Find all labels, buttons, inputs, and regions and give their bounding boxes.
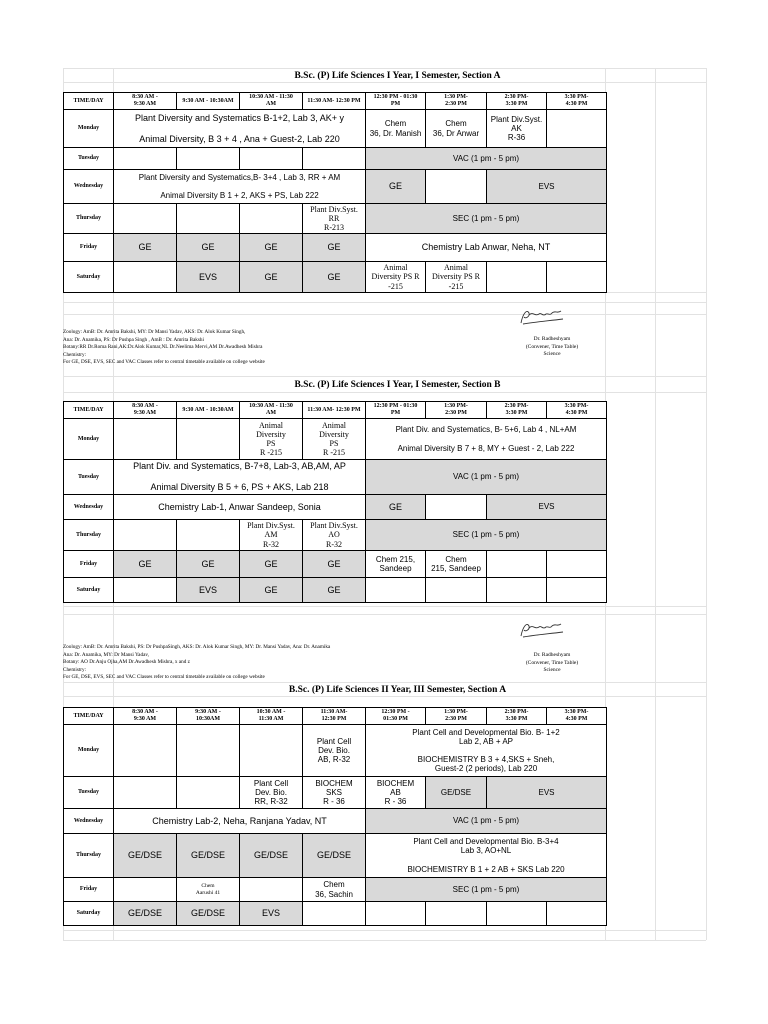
day-label: Saturday <box>64 262 114 293</box>
lab-cell: Plant Div. and Systematics, B-7+8, Lab-3, AB,AM, AP Animal Diversity B 5 + 6, PS + AKS, Lab 218 <box>114 460 366 495</box>
row-saturday <box>64 578 607 603</box>
header-cell: TIME/DAY <box>64 402 114 419</box>
header-cell: 8:30 AM - 9:30 AM <box>114 402 177 419</box>
ge-dse-cell: GE/DSE <box>426 777 487 809</box>
empty-cell <box>177 419 240 460</box>
day-label: Tuesday <box>64 148 114 170</box>
class-cell: Plant Div.Syst. AO R-32 <box>303 520 366 551</box>
ge-cell: GE <box>177 234 240 262</box>
row-tuesday <box>64 460 607 495</box>
class-cell: Chem 215, Sandeep <box>426 551 487 578</box>
empty-cell <box>114 204 177 234</box>
empty-cell <box>114 148 177 170</box>
row-wednesday <box>64 495 607 520</box>
lab-cell: Plant Cell and Developmental Bio. B-3+4 Lab 3, AO+NL BIOCHEMISTRY B 1 + 2 AB + SKS Lab 220 <box>366 834 607 878</box>
empty-cell <box>177 725 240 777</box>
class-cell: Animal Diversity PS R -215 <box>240 419 303 460</box>
class-cell: Chem 215, Sandeep <box>366 551 426 578</box>
header-cell: 11:30 AM- 12:30 PM <box>303 402 366 419</box>
lab-cell: Plant Div. and Systematics, B- 5+6, Lab 4 , NL+AM Animal Diversity B 7 + 8, MY + Guest - 2, Lab 222 <box>366 419 607 460</box>
class-cell: BIOCHEM AB R - 36 <box>366 777 426 809</box>
day-label: Thursday <box>64 204 114 234</box>
ge-cell: GE <box>177 551 240 578</box>
class-cell: Plant Div.Syst. AM R-32 <box>240 520 303 551</box>
signature-mark <box>517 618 567 640</box>
empty-cell <box>303 148 366 170</box>
day-label: Friday <box>64 878 114 902</box>
empty-cell <box>547 110 607 148</box>
day-label: Wednesday <box>64 495 114 520</box>
header-row <box>64 708 607 725</box>
evs-cell: EVS <box>487 495 607 520</box>
empty-cell <box>547 262 607 293</box>
sec-cell: SEC (1 pm - 5 pm) <box>366 520 607 551</box>
vac-cell: VAC (1 pm - 5 pm) <box>366 809 607 834</box>
header-cell: 11:30 AM- 12:30 PM <box>303 93 366 110</box>
header-cell: 9:30 AM - 10:30AM <box>177 402 240 419</box>
empty-cell <box>487 902 547 926</box>
ge-dse-cell: GE/DSE <box>177 902 240 926</box>
faculty-notes: Zoology: AmB: Dr. Amrita Bakshi, MY: Dr Mansi Yadav, AKS: Dr. Alok Kumar Singh, Ana: Dr. Anamika, PS: Dr Pushpa Singh , AmB : Dr. Amrita Bakshi Botany:RR Dr.Roma Rani,AK:Dr.Alok Kumar,NL Dr.Neelima Mervi,AM Dr.Awadhesh Mishra Chemistry: For GE, DSE, EVS, SEC and VAC Classes refer to central timetable available on college website <box>63 329 265 366</box>
lab-cell: Chemistry Lab-2, Neha, Ranjana Yadav, NT <box>114 809 366 834</box>
empty-cell <box>114 520 177 551</box>
evs-cell: EVS <box>177 262 240 293</box>
header-cell: 3:30 PM- 4:30 PM <box>547 402 607 419</box>
signatory-block: Dr. Radheshyam (Convener, Time Table) Science <box>525 652 579 673</box>
empty-cell <box>366 578 426 603</box>
day-label: Friday <box>64 234 114 262</box>
row-monday <box>64 110 607 148</box>
ge-dse-cell: GE/DSE <box>114 834 177 878</box>
row-thursday <box>64 204 607 234</box>
row-tuesday <box>64 777 607 809</box>
day-label: Monday <box>64 110 114 148</box>
row-tuesday <box>64 148 607 170</box>
sec-cell: SEC (1 pm - 5 pm) <box>366 204 607 234</box>
timetable-section-a <box>63 92 607 293</box>
day-label: Thursday <box>64 834 114 878</box>
ge-cell: GE <box>303 234 366 262</box>
header-cell: 10:30 AM - 11:30 AM <box>240 708 303 725</box>
ge-cell: GE <box>303 262 366 293</box>
empty-cell <box>240 204 303 234</box>
empty-cell <box>426 170 487 204</box>
empty-cell <box>547 578 607 603</box>
header-cell: 2:30 PM- 3:30 PM <box>487 93 547 110</box>
class-cell: Plant Div.Syst. RR R-213 <box>303 204 366 234</box>
row-wednesday <box>64 170 607 204</box>
header-row <box>64 93 607 110</box>
sec-cell: SEC (1 pm - 5 pm) <box>366 878 607 902</box>
ge-dse-cell: GE/DSE <box>114 902 177 926</box>
day-label: Saturday <box>64 902 114 926</box>
empty-cell <box>177 520 240 551</box>
row-thursday <box>64 520 607 551</box>
empty-cell <box>487 578 547 603</box>
class-cell: Animal Diversity PS R -215 <box>366 262 426 293</box>
day-label: Friday <box>64 551 114 578</box>
day-label: Wednesday <box>64 809 114 834</box>
empty-cell <box>240 878 303 902</box>
class-cell: Plant Cell Dev. Bio. RR, R-32 <box>240 777 303 809</box>
empty-cell <box>487 262 547 293</box>
evs-cell: EVS <box>177 578 240 603</box>
row-saturday <box>64 902 607 926</box>
empty-cell <box>547 551 607 578</box>
lab-cell: Plant Cell and Developmental Bio. B- 1+2 Lab 2, AB + AP BIOCHEMISTRY B 3 + 4,SKS + Sneh, Guest-2 (2 periods), Lab 220 <box>366 725 607 777</box>
class-cell: Animal Diversity PS R -215 <box>303 419 366 460</box>
header-cell: 2:30 PM- 3:30 PM <box>487 402 547 419</box>
row-friday <box>64 878 607 902</box>
evs-cell: EVS <box>487 777 607 809</box>
faculty-notes: Zoology: AmB: Dr. Amrita Bakshi, PS: Dr PushpaSingh, AKS: Dr. Alok Kumar Singh, MY: Dr. Mansi Yadav, Ana: Dr. Anamika Ana: Dr. Anamika, MY: Dr Mansi Yadav, Botany: AO Dr.Anju Ojha,AM Dr.Awadhesh Mishra, x and z Chemistry: For GE, DSE, EVS, SEC and VAC Classes refer to central timetable available on college website <box>63 644 331 681</box>
day-label: Wednesday <box>64 170 114 204</box>
ge-cell: GE <box>114 551 177 578</box>
ge-cell: GE <box>366 495 426 520</box>
header-cell: 1:30 PM- 2:30 PM <box>426 708 487 725</box>
empty-cell <box>114 419 177 460</box>
ge-cell: GE <box>303 551 366 578</box>
header-cell: 10:30 AM - 11:30 AM <box>240 93 303 110</box>
header-cell: 8:30 AM - 9:30 AM <box>114 708 177 725</box>
lab-cell: Plant Diversity and Systematics B-1+2, Lab 3, AK+ y Animal Diversity, B 3 + 4 , Ana + Guest-2, Lab 220 <box>114 110 366 148</box>
ge-cell: GE <box>303 578 366 603</box>
section-b-title: B.Sc. (P) Life Sciences I Year, I Semester, Section B <box>294 380 501 390</box>
day-label: Saturday <box>64 578 114 603</box>
header-cell: 12:30 PM - 01:30 PM <box>366 402 426 419</box>
signatory-block: Dr. Radheshyam (Convener, Time Table) Science <box>525 336 579 357</box>
row-thursday <box>64 834 607 878</box>
empty-cell <box>114 725 177 777</box>
class-cell: Plant Div.Syst. AK R-36 <box>487 110 547 148</box>
lab-cell: Chemistry Lab-1, Anwar Sandeep, Sonia <box>114 495 366 520</box>
ge-dse-cell: GE/DSE <box>177 834 240 878</box>
class-cell: Chem 36, Dr. Manish <box>366 110 426 148</box>
class-cell: Chem Aarushi 41 <box>177 878 240 902</box>
header-cell: 3:30 PM- 4:30 PM <box>547 93 607 110</box>
signature-mark <box>517 305 567 327</box>
empty-cell <box>177 148 240 170</box>
empty-cell <box>240 148 303 170</box>
day-label: Monday <box>64 725 114 777</box>
lab-cell: Chemistry Lab Anwar, Neha, NT <box>366 234 607 262</box>
ge-cell: GE <box>240 262 303 293</box>
row-friday <box>64 551 607 578</box>
evs-cell: EVS <box>487 170 607 204</box>
empty-cell <box>366 902 426 926</box>
empty-cell <box>177 777 240 809</box>
empty-cell <box>487 551 547 578</box>
day-label: Tuesday <box>64 777 114 809</box>
ge-cell: GE <box>114 234 177 262</box>
day-label: Tuesday <box>64 460 114 495</box>
header-cell: 1:30 PM- 2:30 PM <box>426 402 487 419</box>
ge-cell: GE <box>240 578 303 603</box>
empty-cell <box>240 725 303 777</box>
header-cell: 9:30 AM - 10:30AM <box>177 708 240 725</box>
header-cell: TIME/DAY <box>64 93 114 110</box>
day-label: Monday <box>64 419 114 460</box>
header-cell: 12:30 PM - 01:30 PM <box>366 708 426 725</box>
header-cell: 10:30 AM - 11:30 AM <box>240 402 303 419</box>
lab-cell: Plant Diversity and Systematics,B- 3+4 , Lab 3, RR + AM Animal Diversity B 1 + 2, AKS + PS, Lab 222 <box>114 170 366 204</box>
header-cell: 9:30 AM - 10:30AM <box>177 93 240 110</box>
empty-cell <box>426 578 487 603</box>
class-cell: BIOCHEM SKS R - 36 <box>303 777 366 809</box>
class-cell: Chem 36, Dr Anwar <box>426 110 487 148</box>
timetable-section-b <box>63 401 607 603</box>
empty-cell <box>303 902 366 926</box>
ge-dse-cell: GE/DSE <box>240 834 303 878</box>
header-cell: 1:30 PM- 2:30 PM <box>426 93 487 110</box>
header-cell: 8:30 AM - 9:30 AM <box>114 93 177 110</box>
section-a-title: B.Sc. (P) Life Sciences I Year, I Semester, Section A <box>294 71 501 81</box>
vac-cell: VAC (1 pm - 5 pm) <box>366 460 607 495</box>
class-cell: Animal Diversity PS R -215 <box>426 262 487 293</box>
timetable-ii-year-section-a <box>63 707 607 926</box>
header-cell: TIME/DAY <box>64 708 114 725</box>
header-row <box>64 402 607 419</box>
row-friday <box>64 234 607 262</box>
empty-cell <box>177 204 240 234</box>
section-ii-a-title: B.Sc. (P) Life Sciences II Year, III Semester, Section A <box>288 685 507 695</box>
class-cell: Plant Cell Dev. Bio. AB, R-32 <box>303 725 366 777</box>
empty-cell <box>114 777 177 809</box>
empty-cell <box>114 878 177 902</box>
ge-dse-cell: GE/DSE <box>303 834 366 878</box>
class-cell: Chem 36, Sachin <box>303 878 366 902</box>
row-monday <box>64 419 607 460</box>
empty-cell <box>426 902 487 926</box>
row-wednesday <box>64 809 607 834</box>
vac-cell: VAC (1 pm - 5 pm) <box>366 148 607 170</box>
evs-cell: EVS <box>240 902 303 926</box>
empty-cell <box>114 262 177 293</box>
header-cell: 11:30 AM- 12:30 PM <box>303 708 366 725</box>
row-saturday <box>64 262 607 293</box>
header-cell: 12:30 PM - 01:30 PM <box>366 93 426 110</box>
ge-cell: GE <box>240 234 303 262</box>
ge-cell: GE <box>240 551 303 578</box>
empty-cell <box>547 902 607 926</box>
empty-cell <box>426 495 487 520</box>
header-cell: 3:30 PM- 4:30 PM <box>547 708 607 725</box>
ge-cell: GE <box>366 170 426 204</box>
row-monday <box>64 725 607 777</box>
empty-cell <box>114 578 177 603</box>
day-label: Thursday <box>64 520 114 551</box>
header-cell: 2:30 PM- 3:30 PM <box>487 708 547 725</box>
